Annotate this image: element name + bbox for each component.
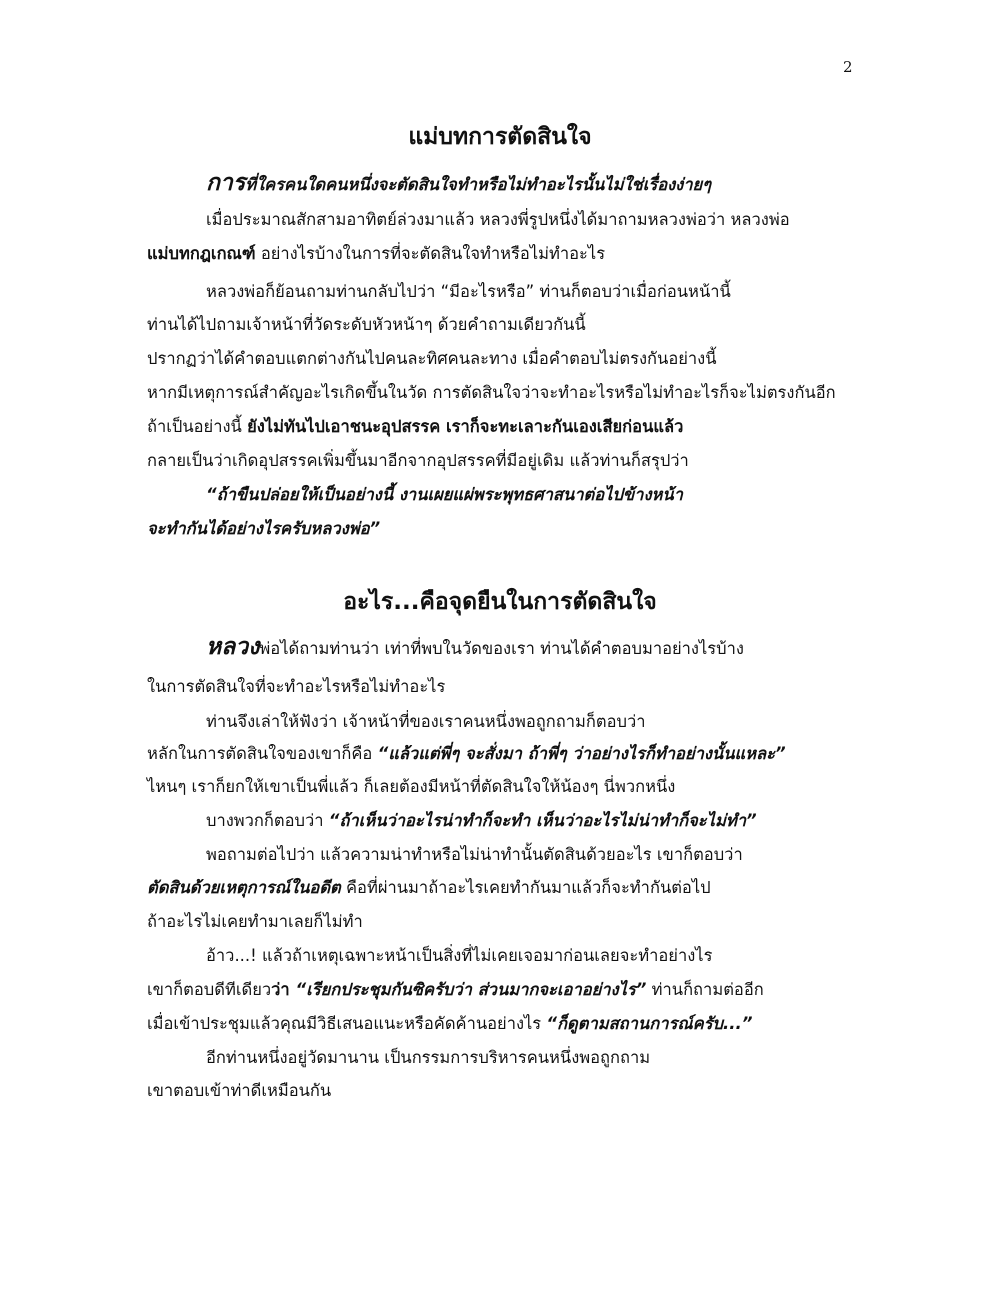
text-run: เมื่อเข้าประชุมแล้วคุณมีวิธีเสนอแนะหรือคัดค้านอย่างไร: [147, 1014, 547, 1033]
subtitle-rest: ที่ใครคนใดคนหนึ่งจะตัดสินใจทำหรือไม่ทำอะไรนั้นไม่ใช่เรื่องง่ายๆ: [245, 175, 712, 194]
paragraph-line: เมื่อประมาณสักสามอาทิตย์ล่วงมาแล้ว หลวงพี่รูปหนึ่งได้มาถามหลวงพ่อว่า หลวงพ่อ: [206, 210, 790, 229]
text-run: ท่านก็ถามต่ออีก: [646, 980, 764, 999]
lead-word: หลวง: [206, 634, 260, 660]
subtitle-line: [206, 170, 711, 198]
section-heading-decision-standpoint: อะไร...คือจุดยืนในการตัดสินใจ: [343, 589, 657, 615]
paragraph-line: อ้าว...! แล้วถ้าเหตุเฉพาะหน้าเป็นสิ่งที่ไม่เคยเจอมาก่อนเลยจะทำอย่างไร: [206, 946, 713, 965]
paragraph-line: ไหนๆ เราก็ยกให้เขาเป็นพี่แล้ว ก็เลยต้องมีหน้าที่ตัดสินใจให้น้องๆ นี่พวกหนึ่ง: [147, 777, 676, 796]
paragraph-line: ถ้าอะไรไม่เคยทำมาเลยก็ไม่ทำ: [147, 912, 363, 931]
emphasis-phrase: ตัดสินด้วยเหตุการณ์ในอดีต: [147, 878, 341, 897]
paragraph-line: ท่านได้ไปถามเจ้าหน้าที่วัดระดับหัวหน้าๆ ด้วยคำถามเดียวกันนี้: [147, 315, 586, 334]
text-run: อย่างไรบ้างในการที่จะตัดสินใจทำหรือไม่ทำอะไร: [255, 244, 606, 263]
quote-phrase: “ก็ดูตามสถานการณ์ครับ...”: [546, 1014, 753, 1033]
paragraph-line: [147, 741, 786, 767]
paragraph-line: เขาตอบเข้าท่าดีเหมือนกัน: [147, 1081, 332, 1100]
paragraph-line: [147, 241, 605, 267]
text-run: หลักในการตัดสินใจของเขาก็คือ: [147, 744, 378, 763]
paragraph-line: กลายเป็นว่าเกิดอุปสรรคเพิ่มขึ้นมาอีกจากอุปสรรคที่มีอยู่เดิม แล้วท่านก็สรุปว่า: [147, 451, 689, 470]
section-heading-decision-principles: แม่บทการตัดสินใจ: [408, 124, 592, 150]
paragraph-line: [147, 875, 711, 901]
text-run: พ่อได้ถามท่านว่า เท่าที่พบในวัดของเรา ท่านได้คำตอบมาอย่างไรบ้าง: [259, 639, 744, 658]
quote-phrase: “แล้วแต่พี่ๆ จะสั่งมา ถ้าพี่ๆ ว่าอย่างไรก็ทำอย่างนั้นแหละ”: [377, 744, 786, 763]
paragraph-line: อีกท่านหนึ่งอยู่วัดมานาน เป็นกรรมการบริหารคนหนึ่งพอถูกถาม: [206, 1048, 651, 1067]
paragraph-line: [206, 808, 757, 834]
paragraph-line: ท่านจึงเล่าให้ฟังว่า เจ้าหน้าที่ของเราคนหนึ่งพอถูกถามก็ตอบว่า: [206, 712, 646, 731]
paragraph-line: [147, 977, 764, 1003]
quote-line: จะทำกันได้อย่างไรครับหลวงพ่อ”: [147, 519, 381, 538]
text-run: บางพวกก็ตอบว่า: [206, 811, 329, 830]
paragraph-line: หลวงพ่อก็ย้อนถามท่านกลับไปว่า “มีอะไรหรือ” ท่านก็ตอบว่าเมื่อก่อนหน้านี้: [206, 282, 731, 301]
quote-phrase: “เรียกประชุมกันซิครับว่า ส่วนมากจะเอาอย่างไร”: [295, 980, 647, 999]
paragraph-line: หากมีเหตุการณ์สำคัญอะไรเกิดขึ้นในวัด การตัดสินใจว่าจะทำอะไรหรือไม่ทำอะไรก็จะไม่ตรงกันอีก: [147, 383, 836, 402]
bold-word: ว่า: [271, 980, 296, 999]
paragraph-line: ปรากฏว่าได้คำตอบแตกต่างกันไปคนละทิศคนละทาง เมื่อคำตอบไม่ตรงกันอย่างนี้: [147, 349, 717, 368]
paragraph-line: [147, 414, 683, 440]
paragraph-line: พอถามต่อไปว่า แล้วความน่าทำหรือไม่น่าทำนั้นตัดสินด้วยอะไร เขาก็ตอบว่า: [206, 845, 743, 864]
page-number: 2: [843, 58, 853, 76]
text-run: เขาก็ตอบดีทีเดียว: [147, 980, 272, 999]
text-run: คือที่ผ่านมาถ้าอะไรเคยทำกันมาแล้วก็จะทำกันต่อไป: [340, 878, 711, 897]
bold-phrase: ยังไม่ทันไปเอาชนะอุปสรรค เราก็จะทะเลาะกันเองเสียก่อนแล้ว: [247, 417, 684, 436]
paragraph-line: ในการตัดสินใจที่จะทำอะไรหรือไม่ทำอะไร: [147, 677, 446, 696]
quote-line: “ถ้าขืนปล่อยให้เป็นอย่างนี้ งานเผยแผ่พระพุทธศาสนาต่อไปข้างหน้า: [206, 485, 683, 504]
paragraph-line: [206, 634, 744, 662]
subtitle-lead-word: การ: [206, 170, 246, 196]
paragraph-line: [147, 1011, 752, 1037]
text-run: ถ้าเป็นอย่างนี้: [147, 417, 248, 436]
quote-phrase: “ถ้าเห็นว่าอะไรน่าทำก็จะทำ เห็นว่าอะไรไม่น่าทำก็จะไม่ทำ”: [328, 811, 757, 830]
bold-term: แม่บทกฎเกณฑ์: [147, 244, 256, 263]
